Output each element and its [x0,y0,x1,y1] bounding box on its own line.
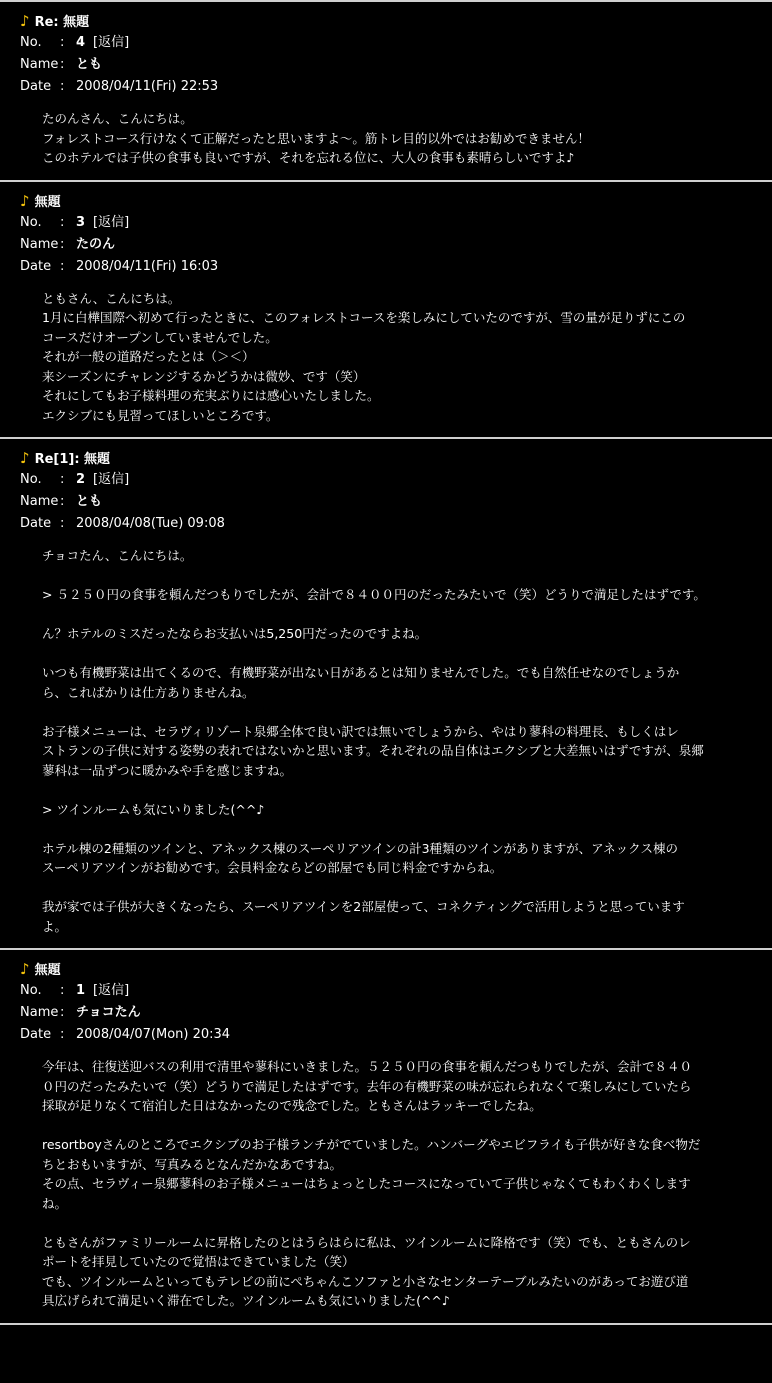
colon: : [60,258,65,274]
name-label: Name [20,1005,59,1020]
date-label: Date [20,79,52,94]
post [0,0,772,180]
name-label: Name [20,236,59,252]
colon: : [60,1027,65,1042]
post-date: 2008/04/11(Fri) 16:03 [76,258,219,274]
post-paragraph: resortboyさんのところでエクシブのお子様ランチがでていました。ハンバーグやエビフライも子供が好きな食べ物だ ちとおもいますが、写真みるとなんだかなあですね。 その点、セラヴィー泉郷蓼科のお子様メニューはちょっとしたコースになっていて子供じゃなくてもわくわくします ね。 [42,1137,701,1211]
post-number: 2 [76,472,86,487]
post-date: 2008/04/11(Fri) 22:53 [76,79,219,94]
post-author: チョコたん [76,1005,141,1020]
post-paragraph: ともさんがファミリールームに昇格したのとはうらはらに私は、ツインルームに降格です（笑）でも、ともさんのレ ポートを拝見していたので覚悟はできていました（笑） でも、ツインルームといってもテレビの前にぺちゃんこソファと小さなセンターテーブルみたいのがあってお遊び道 具広げられて満足いく滞在でした。ツインルームも気にいりました(^^♪ [42,1234,691,1308]
post-author: とも [76,57,103,72]
reply-link[interactable]: [返信] [93,472,130,487]
name-label: Name [20,494,59,509]
post-number-row [0,32,772,54]
post-date: 2008/04/08(Tue) 09:08 [76,516,225,531]
colon: : [60,494,65,509]
colon: : [60,79,65,94]
post-body [0,1046,772,1311]
post-title-row [0,190,772,212]
reply-link[interactable]: [返信] [93,35,130,50]
post-name-row [0,54,772,76]
music-note-icon: ♪ [20,12,30,30]
post-number: 4 [76,35,86,50]
date-label: Date [20,1027,52,1042]
music-note-icon: ♪ [20,960,30,978]
post [0,948,772,1325]
post-title: 無題 [34,194,61,210]
colon: : [60,214,65,230]
no-label: No. [20,983,42,998]
post-number-row [0,980,772,1002]
post-date-row [0,256,772,278]
post-title: 無題 [34,963,61,978]
post-paragraph: 今年は、往復送迎バスの利用で清里や蓼科にいきました。５２５０円の食事を頼んだつもりでしたが、会計で８４０ ０円のだったみたいで（笑）どうりで満足したはずです。去年の有機野菜の味が忘れられなくて楽しみにしていたら 採取が足りなくて宿泊した日はなかったので残念でした。ともさんはラッキーでしたね。 [42,1059,693,1113]
no-label: No. [20,214,42,230]
colon: : [60,983,65,998]
post-paragraph: ん？ホテルのミスだったならお支払いは5,250円だったのですよね。 [42,626,428,641]
post-title: Re: 無題 [34,15,90,30]
post-body [0,535,772,936]
colon: : [60,472,65,487]
colon: : [60,516,65,531]
colon: : [60,57,65,72]
colon: : [60,1005,65,1020]
post-paragraph: たのんさん、こんにちは。 フォレストコース行けなくて正解だったと思いますよ〜。筋トレ目的以外ではお勧めできません！ このホテルでは子供の食事も良いですが、それを忘れる位に、大人の食事も素晴らしいですよ♪ [42,111,590,165]
post-title-row [0,958,772,980]
post-number: 1 [76,983,86,998]
name-label: Name [20,57,59,72]
post-date: 2008/04/07(Mon) 20:34 [76,1027,231,1042]
post-paragraph: ともさん、こんにちは。 1月に白樺国際へ初めて行ったときに、このフォレストコースを楽しみにしていたのですが、雪の量が足りずにこの コースだけオープンしていませんでした。 それが一般の道路だったとは（＞＜） 来シーズンにチャレンジするかどうかは微妙、です（笑） それにしてもお子様料理の充実ぶりには感心いたしました。 エクシブにも見習ってほしいところです。 [42,290,686,423]
no-label: No. [20,35,42,50]
music-note-icon: ♪ [20,191,30,210]
post-number-row [0,469,772,491]
post-date-row [0,1024,772,1046]
date-label: Date [20,258,52,274]
post-title: Re[1]: 無題 [34,452,111,467]
reply-link[interactable]: [返信] [93,214,130,230]
post-date-row [0,76,772,98]
post-title-row [0,10,772,32]
colon: : [60,35,65,50]
post-title-row [0,447,772,469]
post-name-row [0,491,772,513]
date-label: Date [20,516,52,531]
post-paragraph: ホテル棟の2種類のツインと、アネックス棟のスーペリアツインの計3種類のツインがありますが、アネックス棟の スーペリアツインがお勧めです。会員料金ならどの部屋でも同じ料金ですからね。 [42,840,679,875]
post-number: 3 [76,214,86,230]
post-body [0,278,772,426]
reply-link[interactable]: [返信] [93,983,130,998]
post-body [0,98,772,168]
post-paragraph: チョコたん、こんにちは。 [42,548,193,563]
post-paragraph: > ツインルームも気にいりました(^^♪ [42,801,265,817]
post-paragraph: > ５２５０円の食事を頼んだつもりでしたが、会計で８４００円のだったみたいで（笑）どうりで満足したはずです。 [42,587,706,602]
music-note-icon: ♪ [20,449,30,467]
post [0,180,772,438]
post-author: たのん [76,236,116,252]
post-name-row [0,1002,772,1024]
post-date-row [0,513,772,535]
post [0,437,772,948]
post-paragraph: 我が家では子供が大きくなったら、スーペリアツインを2部屋使って、コネクティングで活用しようと思っています よ。 [42,899,685,934]
post-name-row [0,234,772,256]
post-paragraph: いつも有機野菜は出てくるので、有機野菜が出ない日があるとは知りませんでした。でも自然任せなのでしょうか ら、こればかりは仕方ありませんね。 [42,665,680,700]
post-author: とも [76,494,103,509]
colon: : [60,236,65,252]
post-number-row [0,212,772,234]
no-label: No. [20,472,42,487]
post-paragraph: お子様メニューは、セラヴィリゾート泉郷全体で良い訳では無いでしょうから、やはり蓼科の料理長、もしくはレ ストランの子供に対する姿勢の表れではないかと思います。それぞれの品自体はエクシブと大差無いはずですが、泉郷 蓼科は一品ずつに暖かみや手を感じますね。 [42,723,704,778]
